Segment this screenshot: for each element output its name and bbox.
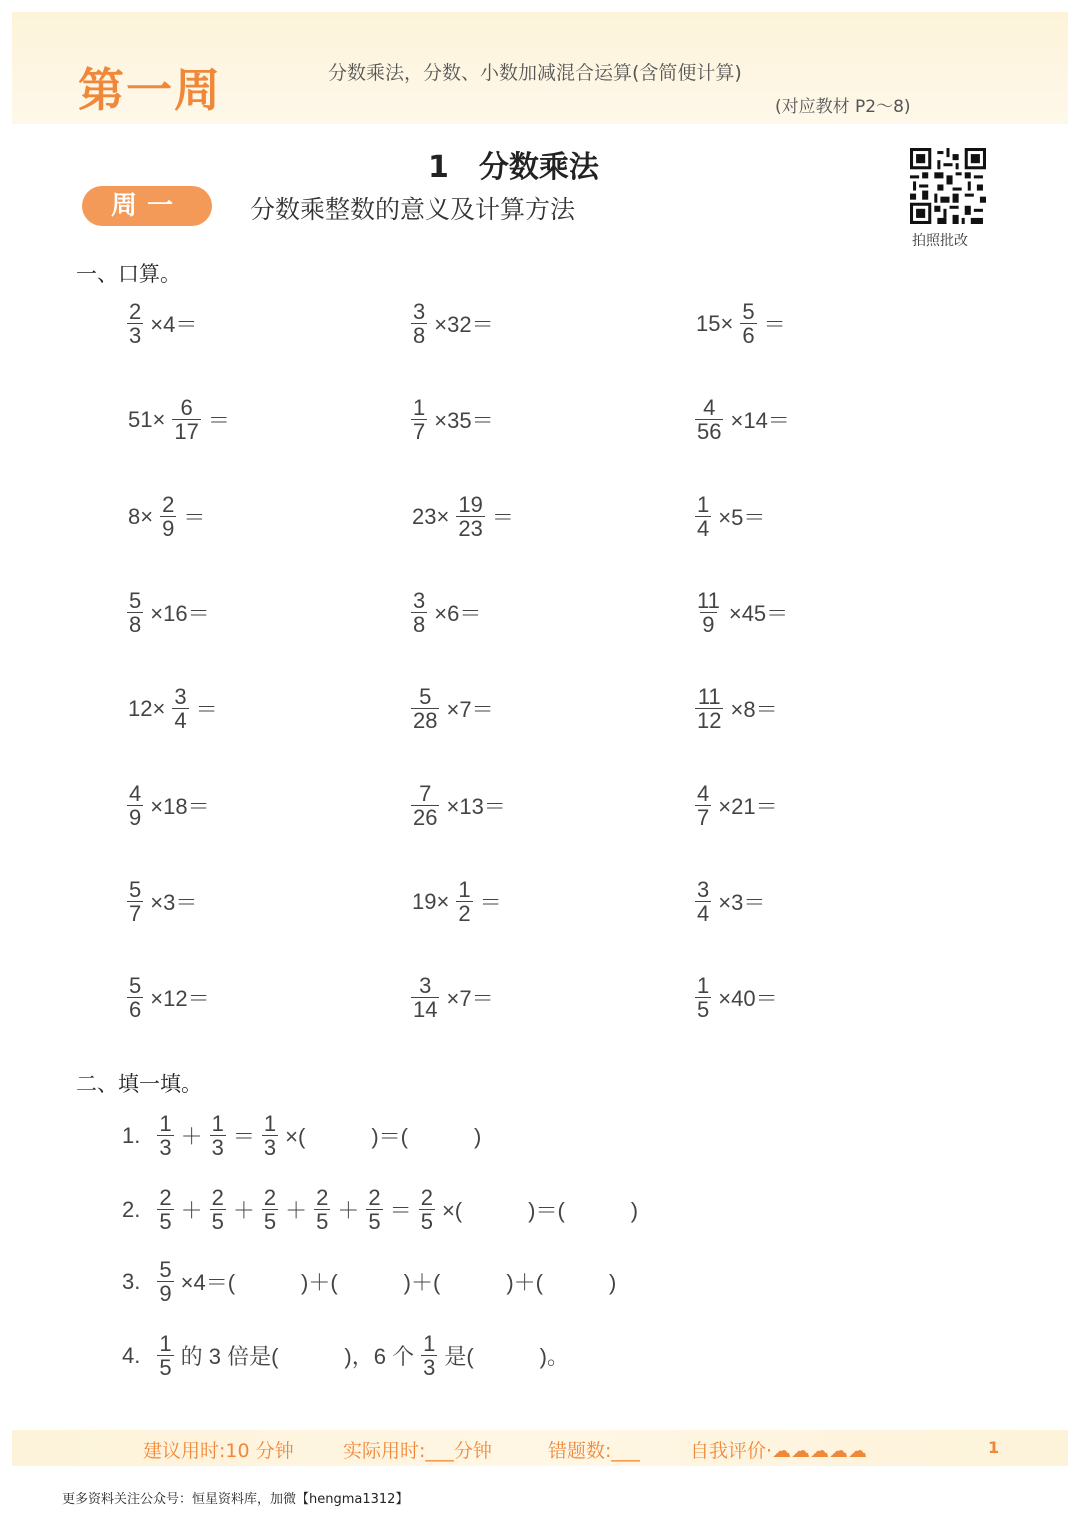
- fill-item: [122, 1112, 485, 1159]
- numerator: 2: [316, 1185, 329, 1210]
- expression-text: ×4＝( )＋( )＋( )＋( ): [180, 1270, 617, 1296]
- denominator: 5: [159, 1355, 172, 1381]
- lesson-title: 1 分数乘法: [428, 150, 599, 185]
- denominator: 5: [420, 1209, 433, 1235]
- qr-caption: 拍照批改: [912, 233, 968, 249]
- oral-problem: [408, 396, 498, 443]
- fraction: [695, 782, 711, 829]
- fraction: [157, 1258, 173, 1305]
- actual-time: 实际用时:___分钟: [343, 1440, 492, 1462]
- self-evaluation: 自我评价·☁☁☁☁☁: [690, 1440, 868, 1462]
- denominator: 3: [129, 323, 142, 349]
- denominator: 9: [129, 805, 142, 831]
- fill-item: [122, 1332, 573, 1379]
- numerator: 11: [697, 588, 720, 613]
- numerator: 2: [368, 1185, 381, 1210]
- fraction: [172, 685, 188, 732]
- section-heading-fill: 二、填一填。: [76, 1072, 202, 1096]
- oral-problem: [408, 974, 498, 1021]
- numerator: 1: [697, 973, 710, 998]
- numerator: 19: [458, 492, 483, 517]
- oral-problem: [692, 974, 782, 1021]
- item-index: 4.: [122, 1342, 141, 1368]
- denominator: 8: [413, 323, 426, 349]
- oral-problem: [692, 782, 782, 829]
- denominator: 2: [458, 901, 471, 927]
- denominator: 12: [697, 708, 722, 734]
- section-heading-oral: 一、口算。: [76, 262, 181, 286]
- numerator: 2: [129, 299, 142, 324]
- oral-problem: [408, 685, 498, 732]
- denominator: 3: [159, 1135, 172, 1161]
- oral-problem: [692, 685, 782, 732]
- denominator: 7: [129, 901, 142, 927]
- numerator: 2: [420, 1185, 433, 1210]
- numerator: 6: [180, 395, 193, 420]
- expression-prefix: 15×: [696, 310, 734, 336]
- numerator: 1: [697, 492, 710, 517]
- expression-text: ＋: [180, 1124, 203, 1150]
- fraction: [262, 1112, 278, 1159]
- fraction: [160, 493, 176, 540]
- oral-problem: [124, 878, 201, 925]
- expression-suffix: ×32＝: [434, 312, 494, 338]
- fraction: [695, 493, 711, 540]
- oral-problem: [124, 493, 209, 540]
- numerator: 1: [159, 1331, 172, 1356]
- fraction: [695, 878, 711, 925]
- denominator: 4: [174, 708, 187, 734]
- oral-problem: [692, 396, 794, 443]
- fraction: [157, 1332, 173, 1379]
- fraction: [127, 974, 143, 1021]
- numerator: 4: [697, 781, 710, 806]
- numerator: 1: [458, 877, 471, 902]
- oral-problem: [692, 300, 790, 347]
- oral-problem: [408, 493, 518, 540]
- expression-text: ＝: [389, 1198, 412, 1224]
- fraction: [127, 878, 143, 925]
- fraction: [411, 396, 427, 443]
- expression-suffix: ＝: [763, 312, 786, 338]
- oral-problem: [124, 685, 222, 732]
- expression-suffix: ×4＝: [150, 312, 198, 338]
- denominator: 5: [316, 1209, 329, 1235]
- expression-suffix: ＝: [479, 890, 502, 916]
- denominator: 3: [423, 1355, 436, 1381]
- expression-suffix: ×18＝: [150, 794, 210, 820]
- denominator: 5: [211, 1209, 224, 1235]
- numerator: 7: [419, 781, 432, 806]
- denominator: 7: [413, 419, 426, 445]
- denominator: 23: [458, 516, 483, 542]
- expression-suffix: ×3＝: [150, 890, 198, 916]
- fraction: [157, 1186, 173, 1233]
- expression-suffix: ×12＝: [150, 986, 210, 1012]
- fraction: [210, 1186, 226, 1233]
- expression-suffix: ×14＝: [730, 408, 790, 434]
- denominator: 3: [263, 1135, 277, 1161]
- denominator: 5: [697, 997, 710, 1023]
- week-title: 第一周: [78, 63, 222, 117]
- numerator: 1: [413, 395, 426, 420]
- numerator: 2: [159, 1185, 172, 1210]
- fraction: [411, 782, 439, 829]
- oral-problem: [692, 878, 769, 925]
- oral-problem: [124, 974, 214, 1021]
- denominator: 4: [697, 901, 710, 927]
- fraction: [314, 1186, 330, 1233]
- expression-suffix: ×16＝: [150, 601, 210, 627]
- denominator: 6: [742, 323, 755, 349]
- expression-suffix: ×5＝: [718, 505, 766, 531]
- numerator: 5: [129, 588, 142, 613]
- numerator: 3: [419, 973, 432, 998]
- fraction: [411, 974, 439, 1021]
- denominator: 5: [159, 1209, 172, 1235]
- denominator: 6: [129, 997, 142, 1023]
- expression-text: 是( )。: [444, 1344, 569, 1370]
- day-badge: 周一: [82, 186, 212, 226]
- numerator: 1: [263, 1111, 277, 1136]
- suggested-time: 建议用时:10 分钟: [143, 1440, 294, 1462]
- expression-text: ＋: [232, 1198, 255, 1224]
- denominator: 5: [368, 1209, 381, 1235]
- fraction: [172, 396, 200, 443]
- fill-item: [122, 1186, 642, 1233]
- expression-prefix: 8×: [128, 503, 154, 529]
- numerator: 4: [703, 395, 716, 420]
- expression-suffix: ×7＝: [446, 986, 494, 1012]
- item-index: 2.: [122, 1196, 141, 1222]
- expression-prefix: 12×: [128, 695, 166, 721]
- numerator: 3: [413, 299, 426, 324]
- fraction: [411, 685, 439, 732]
- numerator: 5: [129, 877, 142, 902]
- numerator: 5: [129, 973, 142, 998]
- fraction: [411, 300, 427, 347]
- fraction: [366, 1186, 382, 1233]
- fraction: [695, 974, 711, 1021]
- numerator: 3: [174, 684, 187, 709]
- oral-problem: [124, 589, 214, 636]
- fraction: [210, 1112, 226, 1159]
- denominator: 4: [697, 516, 710, 542]
- error-count: 错题数:___: [548, 1440, 640, 1462]
- numerator: 2: [263, 1185, 277, 1210]
- numerator: 1: [211, 1111, 224, 1136]
- oral-problem: [692, 589, 792, 636]
- denominator: 28: [413, 708, 438, 734]
- bottom-note: 更多资料关注公众号：恒星资料库，加微【hengma1312】: [62, 1492, 409, 1507]
- expression-text: ×( )＝( ): [285, 1124, 482, 1150]
- fraction: [421, 1332, 437, 1379]
- numerator: 3: [697, 877, 710, 902]
- fill-item: [122, 1258, 620, 1305]
- fraction: [157, 1112, 173, 1159]
- denominator: 26: [413, 805, 438, 831]
- denominator: 8: [129, 612, 142, 638]
- item-index: 3.: [122, 1268, 141, 1294]
- denominator: 9: [162, 516, 175, 542]
- item-index: 1.: [122, 1122, 141, 1148]
- numerator: 11: [697, 684, 721, 709]
- fraction: [262, 1186, 278, 1233]
- expression-prefix: 23×: [412, 503, 450, 529]
- expression-text: ＋: [337, 1198, 360, 1224]
- qr-code-icon[interactable]: [910, 148, 986, 224]
- fraction: [127, 300, 143, 347]
- numerator: 5: [742, 299, 755, 324]
- expression-suffix: ＝: [183, 505, 206, 531]
- denominator: 9: [159, 1281, 172, 1307]
- expression-text: ×( )＝( ): [441, 1198, 639, 1224]
- fraction: [411, 589, 427, 636]
- denominator: 56: [697, 419, 722, 445]
- numerator: 5: [419, 684, 432, 709]
- fraction: [127, 782, 143, 829]
- fraction: [695, 396, 723, 443]
- expression-text: 的 3 倍是( )，6 个: [180, 1344, 415, 1370]
- expression-suffix: ×6＝: [434, 601, 482, 627]
- fraction: [695, 685, 723, 732]
- oral-problem: [124, 396, 234, 443]
- expression-suffix: ＝: [195, 697, 218, 723]
- expression-text: ＝: [232, 1124, 255, 1150]
- denominator: 17: [174, 419, 199, 445]
- fraction: [740, 300, 756, 347]
- expression-suffix: ＝: [491, 505, 514, 531]
- expression-suffix: ×8＝: [730, 697, 778, 723]
- fraction: [456, 493, 484, 540]
- fraction: [456, 878, 472, 925]
- numerator: 1: [423, 1331, 436, 1356]
- oral-problem: [408, 782, 510, 829]
- oral-problem: [124, 782, 214, 829]
- day-topic: 分数乘整数的意义及计算方法: [250, 195, 576, 224]
- header-topic: 分数乘法，分数、小数加减混合运算(含简便计算): [328, 62, 742, 84]
- expression-prefix: 19×: [412, 888, 450, 914]
- expression-prefix: 51×: [128, 406, 166, 432]
- numerator: 2: [211, 1185, 224, 1210]
- oral-problem: [692, 493, 769, 540]
- oral-problem: [124, 300, 201, 347]
- numerator: 1: [159, 1111, 172, 1136]
- expression-suffix: ×35＝: [434, 408, 494, 434]
- expression-text: ＋: [285, 1198, 308, 1224]
- numerator: 4: [129, 781, 142, 806]
- numerator: 5: [159, 1257, 172, 1282]
- numerator: 3: [413, 588, 426, 613]
- expression-suffix: ×13＝: [446, 794, 506, 820]
- oral-problem: [408, 878, 506, 925]
- page-number: 1: [988, 1438, 1000, 1457]
- denominator: 5: [263, 1209, 277, 1235]
- denominator: 9: [702, 612, 715, 638]
- expression-suffix: ×7＝: [446, 697, 494, 723]
- expression-suffix: ×3＝: [718, 890, 766, 916]
- fraction: [695, 589, 722, 636]
- expression-suffix: ×40＝: [718, 986, 778, 1012]
- denominator: 14: [413, 997, 438, 1023]
- oral-problem: [408, 300, 498, 347]
- textbook-reference: (对应教材 P2～8): [775, 97, 911, 117]
- denominator: 7: [697, 805, 710, 831]
- expression-suffix: ＝: [207, 408, 230, 434]
- expression-suffix: ×45＝: [728, 601, 789, 627]
- denominator: 3: [211, 1135, 224, 1161]
- expression-text: ＋: [180, 1198, 203, 1224]
- oral-problem: [408, 589, 485, 636]
- numerator: 2: [162, 492, 175, 517]
- fraction: [127, 589, 143, 636]
- fraction: [419, 1186, 435, 1233]
- denominator: 8: [413, 612, 426, 638]
- expression-suffix: ×21＝: [718, 794, 778, 820]
